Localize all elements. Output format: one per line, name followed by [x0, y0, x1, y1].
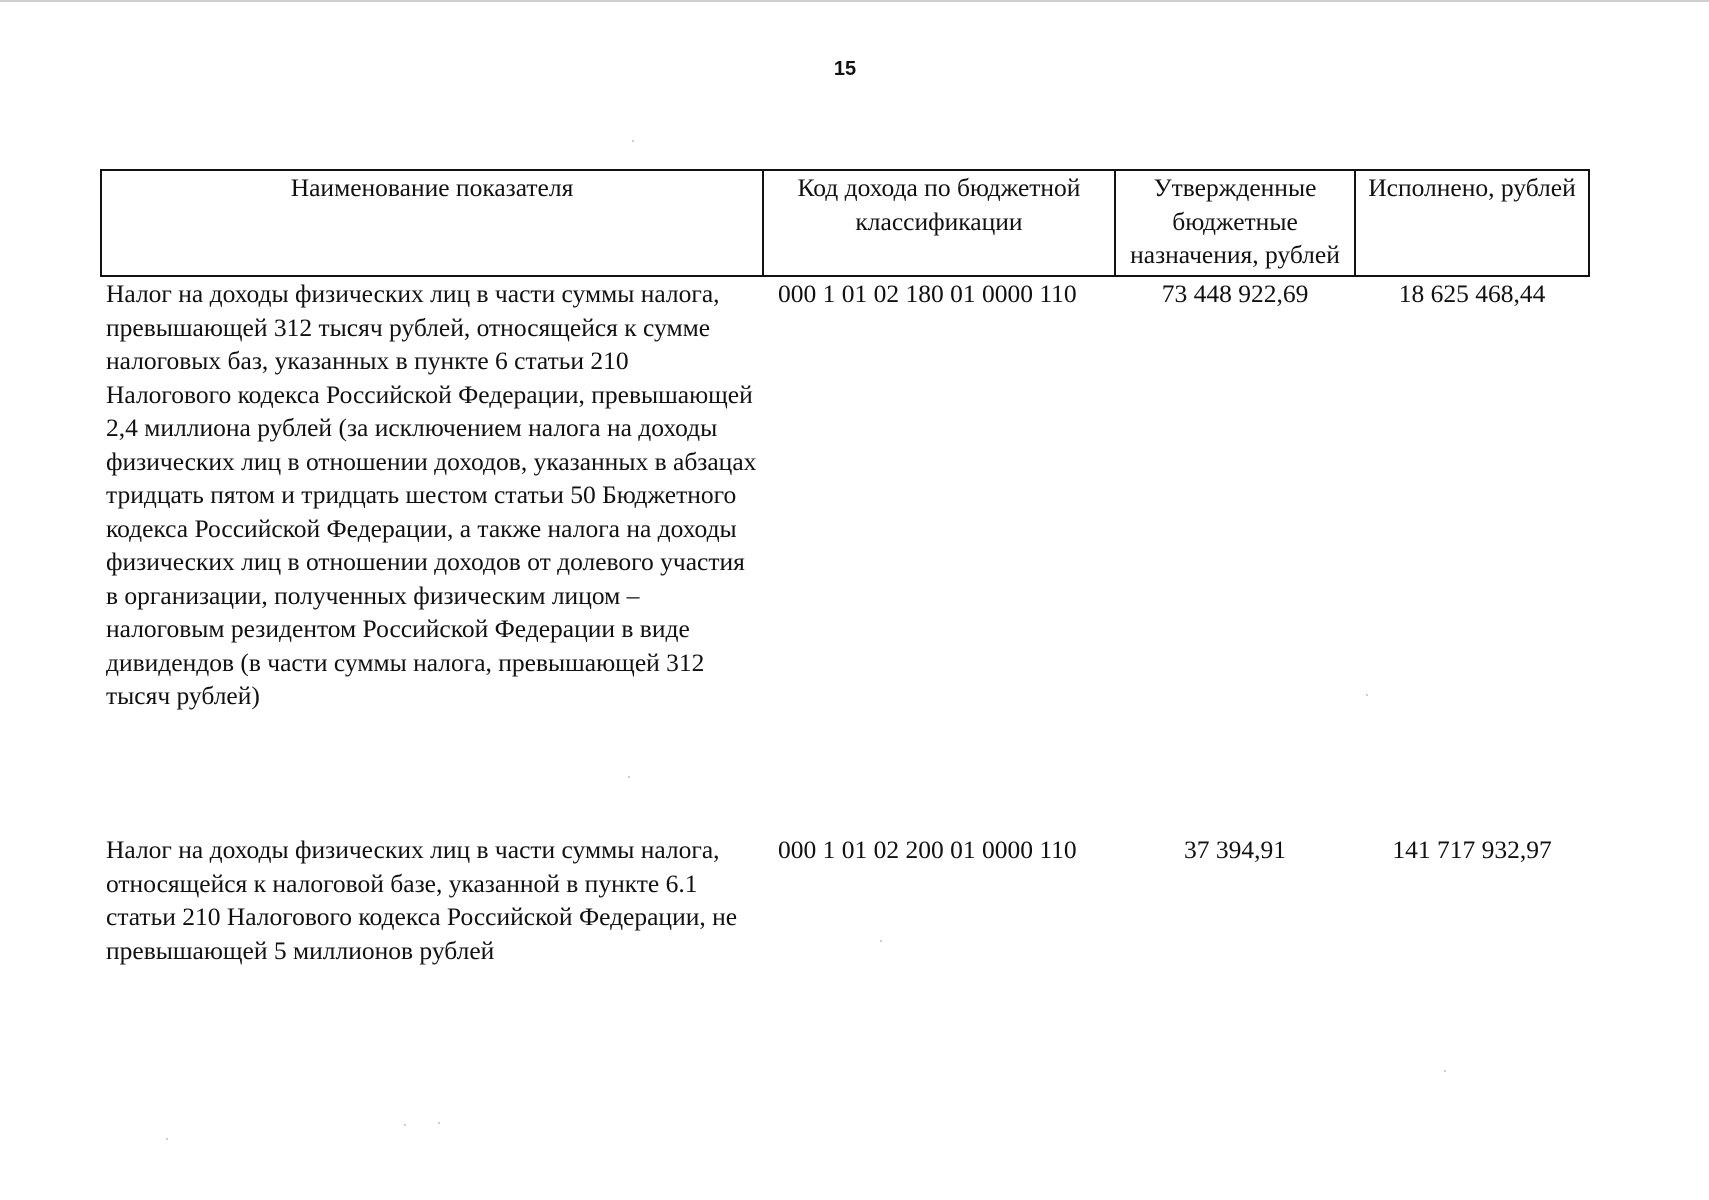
page-number: 15	[833, 58, 857, 80]
scan-speck	[404, 1124, 406, 1126]
scan-speck	[438, 1122, 440, 1124]
scan-speck	[628, 776, 630, 778]
table-row	[101, 276, 1589, 833]
row-indicator-name: Налог на доходы физических лиц в части суммы налога, превышающей 312 тысяч рублей, относящейся к сумме налоговых баз, указанных в пункте 6 статьи 210 Налогового кодекса Российской Федерации, превышающей 2,4 миллиона рублей (за исключением налога на доходы физических лиц в отношении доходов, указанных в абзацах тридцать пятом и тридцать шестом статьи 50 Бюджетного кодекса Российской Федерации, а также налога на доходы физических лиц в отношении доходов от долевого участия в организации, полученных физическим лицом – налоговым резидентом Российской Федерации в виде дивидендов (в части суммы налога, превышающей 312 тысяч рублей)	[106, 279, 757, 710]
row-executed-amount: 141 717 932,97	[1392, 835, 1552, 864]
row-indicator-name: Налог на доходы физических лиц в части суммы налога, относящейся к налоговой базе, указанной в пункте 6.1 статьи 210 Налогового кодекса Российской Федерации, не превышающей 5 миллионов рублей	[106, 835, 738, 965]
row-approved-amount: 73 448 922,69	[1161, 279, 1309, 308]
header-executed-amount: Исполнено, рублей	[1355, 170, 1589, 276]
row-income-code: 000 1 01 02 200 01 0000 110	[778, 835, 1077, 864]
row-approved-amount: 37 394,91	[1184, 835, 1286, 864]
scan-speck	[880, 940, 882, 942]
scan-speck	[1444, 1070, 1446, 1072]
table-header	[101, 170, 1589, 276]
scan-speck	[166, 1138, 168, 1140]
budget-income-table	[100, 169, 1590, 973]
scan-speck	[1366, 694, 1368, 696]
header-approved-amount: Утвержденные бюджетные назначения, рублей	[1115, 170, 1355, 276]
row-executed-amount: 18 625 468,44	[1398, 279, 1546, 308]
scan-speck	[632, 140, 634, 142]
scan-top-edge	[0, 0, 1709, 2]
table-row	[101, 833, 1589, 973]
header-income-code: Код дохода по бюджетной классификации	[763, 170, 1115, 276]
row-income-code: 000 1 01 02 180 01 0000 110	[778, 279, 1077, 308]
header-indicator-name: Наименование показателя	[101, 170, 763, 276]
